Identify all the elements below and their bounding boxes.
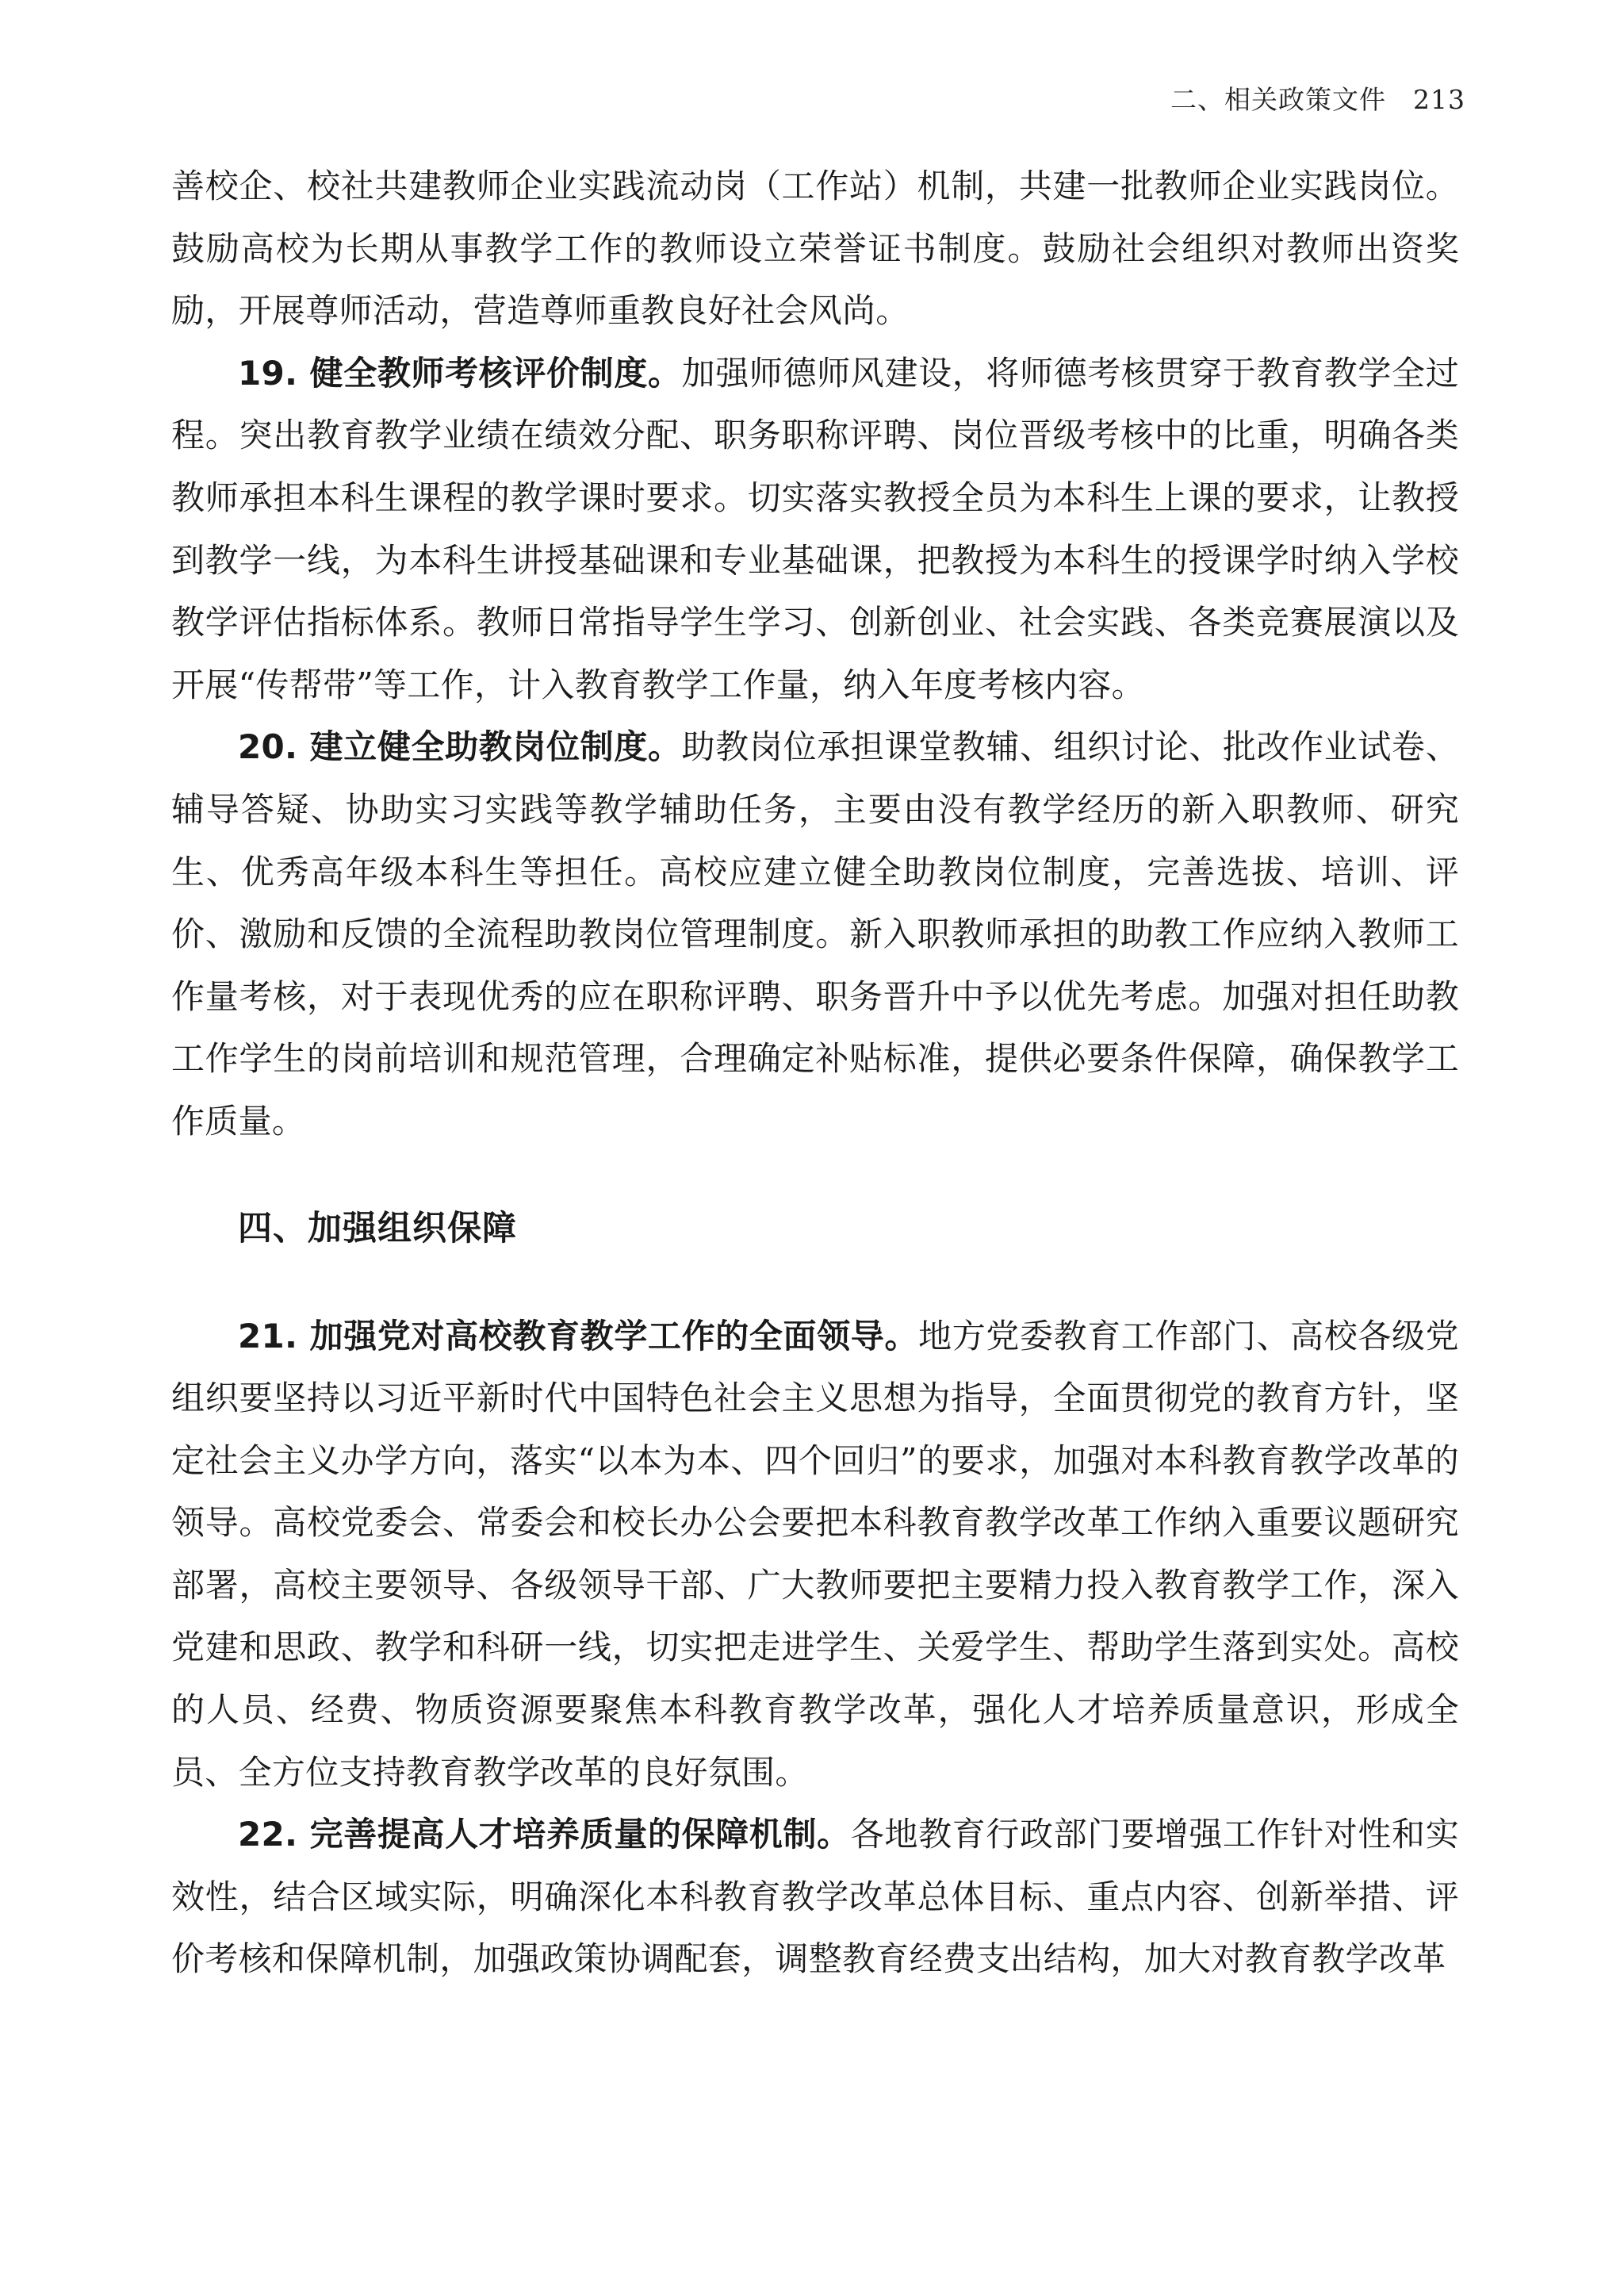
paragraph-lead-22: 22. 完善提高人才培养质量的保障机制。 [238, 1815, 851, 1854]
section-heading: 四、加强组织保障 [238, 1208, 517, 1248]
body-text [171, 155, 1459, 1991]
paragraph-text-20: 助教岗位承担课堂教辅、组织讨论、批改作业试卷、辅导答疑、协助实习实践等教学辅助任务，主要由没有教学经历的新入职教师、研究生、优秀高年级本科生等担任。高校应建立健全助教岗位制度，完善选拔、培训、评价、激励和反馈的全流程助教岗位管理制度。新入职教师承担的助教工作应纳入教师工作量考核，对于表现优秀的应在职称评聘、职务晋升中予以优先考虑。加强对担任助教工作学生的岗前培训和规范管理，合理确定补贴标准，提供必要条件保障，确保教学工作质量。 [171, 727, 1459, 1141]
page-number: 213 [1413, 84, 1465, 115]
paragraph-19 [171, 343, 1459, 717]
paragraph-lead-21: 21. 加强党对高校教育教学工作的全面领导。 [238, 1316, 919, 1355]
running-header-section-title: 二、相关政策文件 [1170, 84, 1386, 115]
running-header [1170, 82, 1465, 117]
paragraph-text-22: 各地教育行政部门要增强工作针对性和实效性，结合区域实际，明确深化本科教育教学改革总体目标、重点内容、创新举措、评价考核和保障机制，加强政策协调配套，调整教育经费支出结构，加大对教育教学改革 [171, 1815, 1459, 1979]
paragraph-20 [171, 716, 1459, 1152]
paragraph-text-21: 地方党委教育工作部门、高校各级党组织要坚持以习近平新时代中国特色社会主义思想为指导，全面贯彻党的教育方针，坚定社会主义办学方向，落实“以本为本、四个回归”的要求，加强对本科教育教学改革的领导。高校党委会、常委会和校长办公会要把本科教育教学改革工作纳入重要议题研究部署，高校主要领导、各级领导干部、广大教师要把主要精力投入教育教学工作，深入党建和思政、教学和科研一线，切实把走进学生、关爱学生、帮助学生落到实处。高校的人员、经费、物质资源要聚焦本科教育教学改革，强化人才培养质量意识，形成全员、全方位支持教育教学改革的良好氛围。 [171, 1316, 1459, 1792]
paragraph-22 [171, 1804, 1459, 1991]
paragraph-lead-19: 19. 健全教师考核评价制度。 [238, 353, 682, 393]
paragraph-21 [171, 1306, 1459, 1804]
paragraph-text: 善校企、校社共建教师企业实践流动岗（工作站）机制，共建一批教师企业实践岗位。鼓励高校为长期从事教学工作的教师设立荣誉证书制度。鼓励社会组织对教师出资奖励，开展尊师活动，营造尊师重教良好社会风尚。 [171, 167, 1459, 331]
paragraph-lead-20: 20. 建立健全助教岗位制度。 [238, 727, 682, 767]
paragraph-text-19: 加强师德师风建设，将师德考核贯穿于教育教学全过程。突出教育教学业绩在绩效分配、职务职称评聘、岗位晋级考核中的比重，明确各类教师承担本科生课程的教学课时要求。切实落实教授全员为本科生上课的要求，让教授到教学一线，为本科生讲授基础课和专业基础课，把教授为本科生的授课学时纳入学校教学评估指标体系。教师日常指导学生学习、创新创业、社会实践、各类竞赛展演以及开展“传帮带”等工作，计入教育教学工作量，纳入年度考核内容。 [171, 353, 1459, 704]
paragraph-continued [171, 155, 1459, 343]
